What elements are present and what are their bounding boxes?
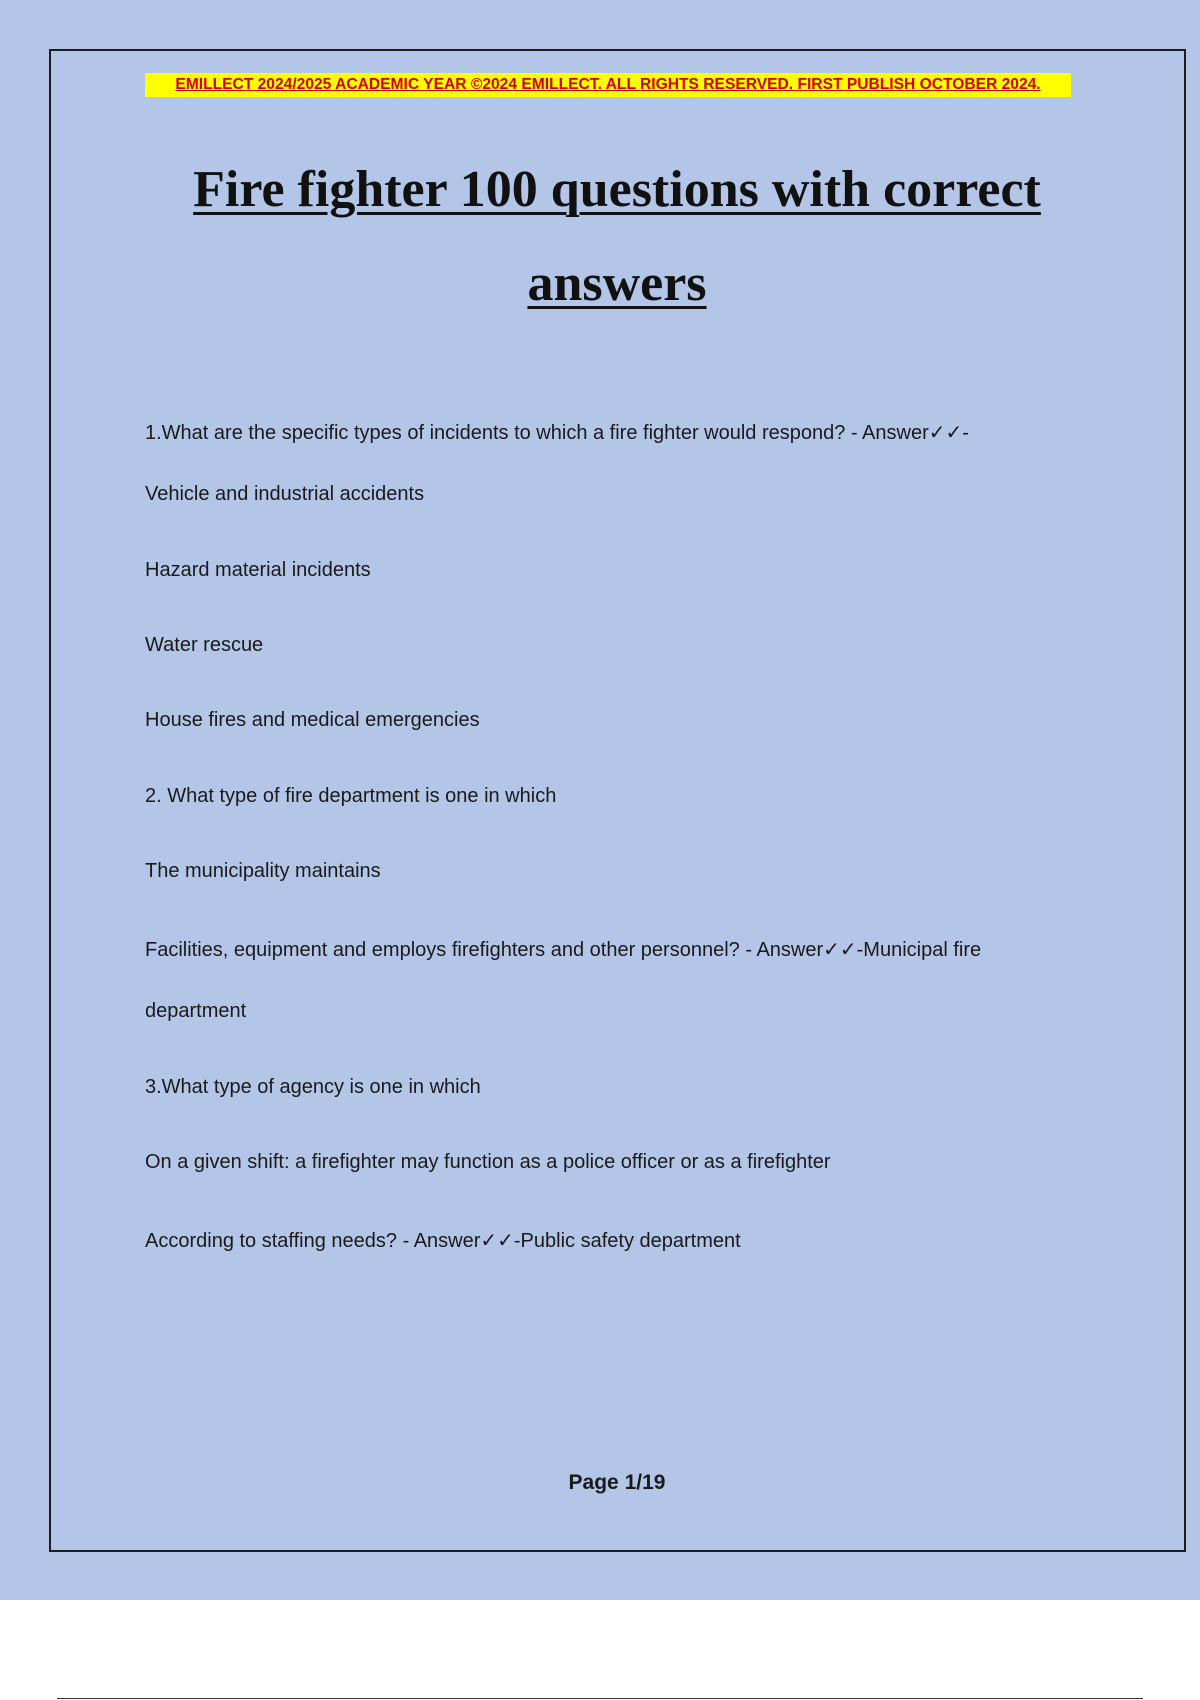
question-3-line: On a given shift: a firefighter may function as a police officer or as a firefighter (145, 1151, 831, 1173)
divider-line (57, 1698, 1143, 1699)
question-2-line: The municipality maintains (145, 860, 381, 882)
question-3-answer-line: According to staffing needs? - Answer✓✓-Public safety department (145, 1230, 741, 1252)
question-3-line: 3.What type of agency is one in which (145, 1076, 481, 1098)
answer-1-item: Hazard material incidents (145, 559, 371, 581)
answer-1-item: Water rescue (145, 634, 264, 656)
question-2-line: 2. What type of fire department is one in which (145, 785, 557, 807)
document-title: Fire fighter 100 questions with correct answers (193, 161, 1041, 312)
answer-1-item: House fires and medical emergencies (145, 709, 480, 731)
question-2-answer-line: Facilities, equipment and employs firefighters and other personnel? - Answer✓✓-Municipal fire (145, 939, 982, 961)
question-1-line: 1.What are the specific types of incidents to which a fire fighter would respond? - Answer✓✓- (145, 422, 969, 444)
page-number: Page 1/19 (568, 1471, 666, 1494)
answer-1-item: Vehicle and industrial accidents (145, 483, 425, 505)
question-2-answer-line: department (145, 1000, 247, 1022)
copyright-banner: EMILLECT 2024/2025 ACADEMIC YEAR ©2024 EMILLECT. ALL RIGHTS RESERVED. FIRST PUBLISH OCTOBER 2024. (145, 73, 1071, 97)
